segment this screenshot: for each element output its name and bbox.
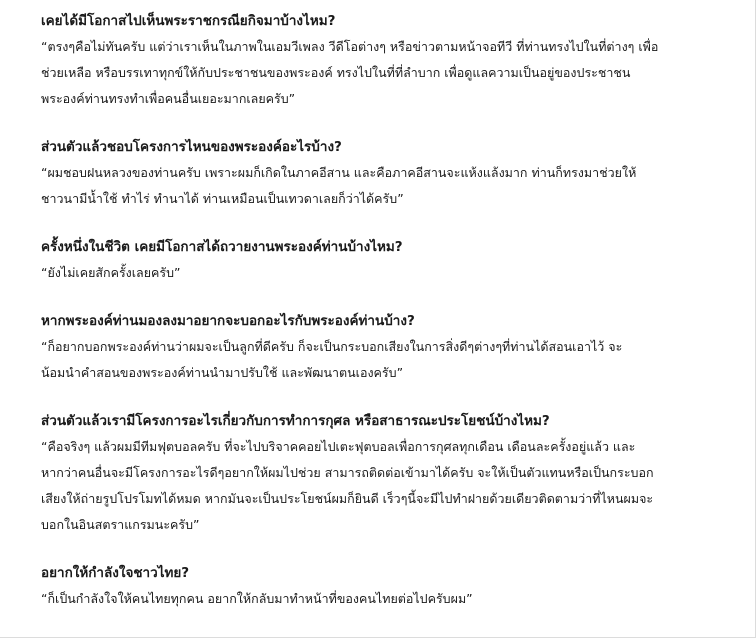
answer-line: “คือจริงๆ แล้วผมมีทีมฟุตบอลครับ ที่จะไปบริจาคคอยไปเตะฟุตบอลเพื่อการกุศลทุกเดือน เดือนละครั้งอยู่แล้ว และ xyxy=(41,439,636,454)
qa-block xyxy=(41,236,741,286)
question-heading: ส่วนตัวแล้วเรามีโครงการอะไรเกี่ยวกับการทำการกุศล หรือสาธารณะประโยชน์บ้างไหม? xyxy=(41,413,550,429)
qa-block xyxy=(41,136,741,212)
answer-line: “ก็เป็นกำลังใจให้คนไทยทุกคน อยากให้กลับมาทำหน้าที่ของคนไทยต่อไปครับผม” xyxy=(41,591,473,606)
qa-block xyxy=(41,10,741,112)
answer-line: พระองค์ท่านทรงทำเพื่อคนอื่นเยอะมากเลยครับ” xyxy=(41,91,296,106)
question-heading: ส่วนตัวแล้วชอบโครงการไหนของพระองค์อะไรบ้าง? xyxy=(41,139,342,155)
answer-line: น้อมนำคำสอนของพระองค์ท่านนำมาปรับใช้ และพัฒนาตนเองครับ” xyxy=(41,365,404,380)
answer-paragraph xyxy=(41,160,741,212)
answer-paragraph xyxy=(41,434,741,538)
answer-paragraph xyxy=(41,586,741,612)
answer-line: “ผมชอบฝนหลวงของท่านครับ เพราะผมก็เกิดในภาคอีสาน และคือภาคอีสานจะแห้งแล้งมาก ท่านก็ทรงมาช่วยให้ xyxy=(41,165,637,180)
answer-line: บอกในอินสตราแกรมนะครับ” xyxy=(41,517,200,532)
question-heading: ครั้งหนึ่งในชีวิต เคยมีโอกาสได้ถวายงานพระองค์ท่านบ้างไหม? xyxy=(41,239,403,255)
answer-line: “ก็อยากบอกพระองค์ท่านว่าผมจะเป็นลูกที่ดีครับ ก็จะเป็นกระบอกเสียงในการสิ่งดีๆต่างๆที่ท่านได้สอนเอาไว้ จะ xyxy=(41,339,623,354)
qa-block xyxy=(41,562,741,612)
answer-line: เสียงให้ถ่ายรูปโปรโมทได้หมด หากมันจะเป็นประโยชน์ผมก็ยินดี เร็วๆนี้จะมีไปทำฝายด้วยเดียวติดตามว่าที่ไหนผมจะ xyxy=(41,491,654,506)
question-heading: หากพระองค์ท่านมองลงมาอยากจะบอกอะไรกับพระองค์ท่านบ้าง? xyxy=(41,313,415,329)
answer-line: ช่วยเหลือ หรือบรรเทาทุกข์ให้กับประชาชนของพระองค์ ทรงไปในที่ที่ลำบาก เพื่อดูแลความเป็นอยู่ของประชาชน xyxy=(41,65,631,80)
question-heading: อยากให้กำลังใจชาวไทย? xyxy=(41,565,190,581)
qa-block xyxy=(41,310,741,386)
answer-paragraph xyxy=(41,260,741,286)
qa-block xyxy=(41,410,741,538)
answer-paragraph xyxy=(41,34,741,112)
answer-line: “ยังไม่เคยสักครั้งเลยครับ” xyxy=(41,265,181,280)
interview-article xyxy=(41,10,741,636)
answer-line: “ตรงๆคือไม่ทันครับ แต่ว่าเราเห็นในภาพในเอมวีเพลง วีดีโอต่างๆ หรือข่าวตามหน้าจอทีวี ที่ท่านทรงไปในที่ต่างๆ เพื่อ xyxy=(41,39,659,54)
answer-line: ชาวนามีน้ำใช้ ทำไร่ ทำนาได้ ท่านเหมือนเป็นเทวดาเลยก็ว่าได้ครับ” xyxy=(41,191,404,206)
answer-line: หากว่าคนอื่นจะมีโครงการอะไรดีๆอยากให้ผมไปช่วย สามารถติดต่อเข้ามาได้ครับ จะให้เป็นตัวแทนหรือเป็นกระบอก xyxy=(41,465,654,480)
answer-paragraph xyxy=(41,334,741,386)
question-heading: เคยได้มีโอกาสไปเห็นพระราชกรณียกิจมาบ้างไหม? xyxy=(41,13,336,29)
